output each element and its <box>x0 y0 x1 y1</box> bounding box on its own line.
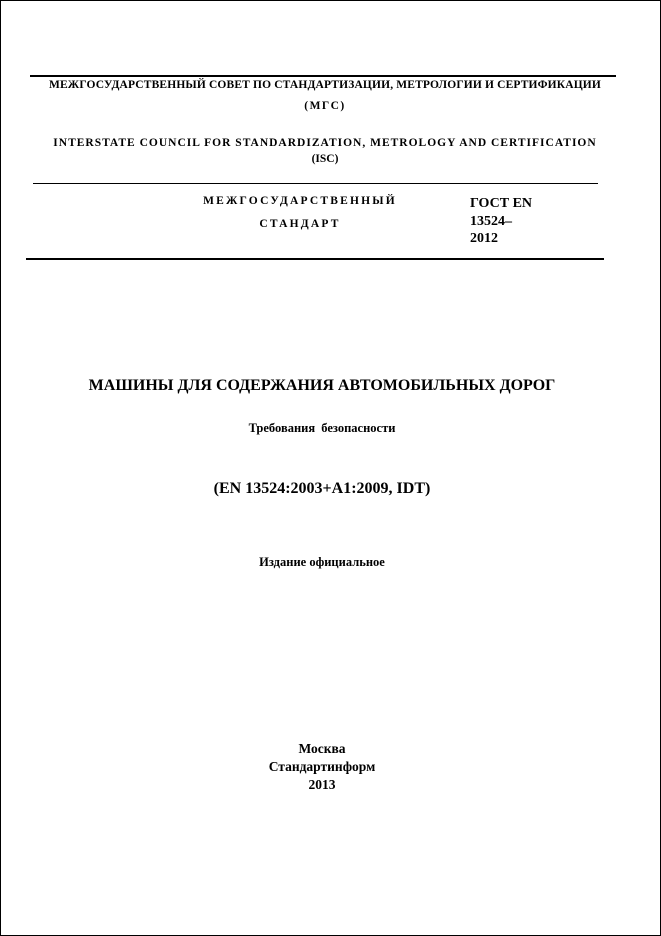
imprint-publisher: Стандартинформ <box>268 759 376 774</box>
edition-label: Издание официальное <box>259 555 385 569</box>
standard-code-line2: 13524– <box>470 213 512 229</box>
council-name-en: INTERSTATE COUNCIL FOR STANDARDIZATION, METROLOGY AND CERTIFICATION <box>53 137 597 149</box>
council-abbr-en: (ISC) <box>311 153 339 165</box>
imprint-year: 2013 <box>308 777 336 792</box>
standard-kind-line1: МЕЖГОСУДАРСТВЕННЫЙ <box>203 195 397 207</box>
reference-standard: (EN 13524:2003+A1:2009, IDT) <box>213 480 431 497</box>
standard-code <box>470 195 560 248</box>
council-name-ru: МЕЖГОСУДАРСТВЕННЫЙ СОВЕТ ПО СТАНДАРТИЗАЦИИ, МЕТРОЛОГИИ И СЕРТИФИКАЦИИ <box>48 79 601 91</box>
standard-bottom-rule <box>26 258 604 260</box>
standard-code-line1: ГОСТ EN <box>470 196 533 211</box>
imprint <box>0 740 644 794</box>
header-divider <box>33 183 598 184</box>
standard-kind-line2: СТАНДАРТ <box>259 218 341 230</box>
imprint-city: Москва <box>298 741 346 756</box>
top-rule <box>30 75 616 77</box>
document-subtitle: Требования безопасности <box>248 421 396 435</box>
council-abbr-ru: (МГС) <box>304 100 346 112</box>
standard-code-line3: 2012 <box>470 231 498 246</box>
document-title: МАШИНЫ ДЛЯ СОДЕРЖАНИЯ АВТОМОБИЛЬНЫХ ДОРОГ <box>88 377 556 394</box>
